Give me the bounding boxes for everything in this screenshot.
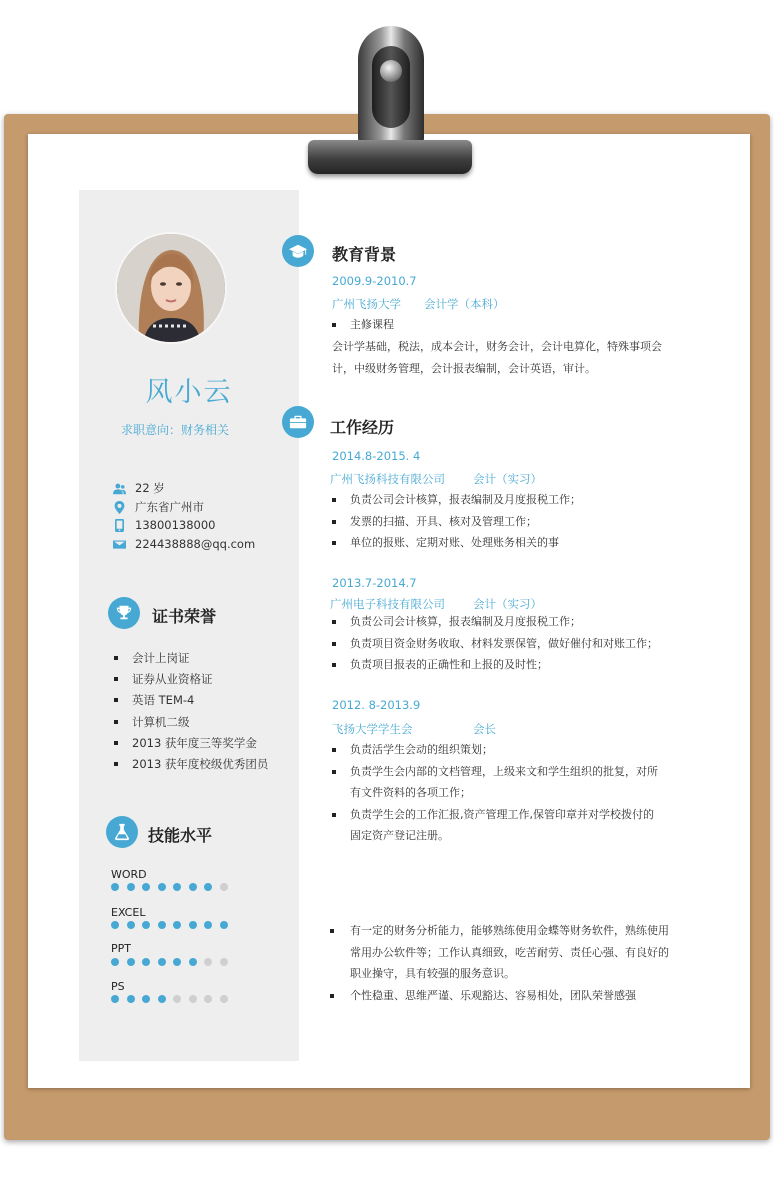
job-3-duties bbox=[332, 739, 658, 847]
list-item: 发票的扫描、开具、核对及管理工作； bbox=[332, 511, 581, 533]
skill-dot-filled bbox=[142, 958, 150, 966]
skill-dot-filled bbox=[111, 883, 119, 891]
skill-dot-filled bbox=[173, 958, 181, 966]
skill-dots-ps bbox=[111, 995, 235, 1003]
job-1-org-row bbox=[330, 471, 542, 487]
skill-dot-filled bbox=[158, 883, 166, 891]
job-2-role: 会计（实习） bbox=[473, 597, 542, 611]
list-item: 负责活学生会动的组织策划； bbox=[332, 739, 658, 761]
education-courses: 会计学基础，税法，成本会计，财务会计，会计电算化，特殊事项会 计，中级财务管理，会计报表编制，会计英语，审计。 bbox=[332, 340, 662, 375]
list-item: 负责学生会内部的文档管理，上级来文和学生组织的批复，对所 有文件资料的各项工作； bbox=[332, 761, 658, 804]
skill-dot-filled bbox=[189, 958, 197, 966]
skill-dot-filled bbox=[173, 921, 181, 929]
info-phone bbox=[112, 516, 215, 534]
skill-dot-filled bbox=[142, 921, 150, 929]
skill-dots-excel bbox=[111, 921, 235, 929]
mail-icon bbox=[112, 537, 126, 551]
skill-dot-filled bbox=[158, 958, 166, 966]
location-pin-icon bbox=[112, 500, 126, 514]
email-text: 224438888@qq.com bbox=[135, 537, 256, 551]
job-1-date: 2014.8-2015. 4 bbox=[332, 449, 421, 463]
skill-dot-filled bbox=[127, 921, 135, 929]
list-item: 负责项目资金财务收取、材料发票保管，做好催付和对账工作； bbox=[332, 633, 658, 655]
skill-label-word: WORD bbox=[111, 868, 147, 881]
skill-dot-filled bbox=[158, 921, 166, 929]
work-title: 工作经历 bbox=[330, 418, 395, 437]
certificates-list bbox=[114, 647, 268, 775]
education-school: 广州飞扬大学 bbox=[332, 297, 401, 311]
location-text: 广东省广州市 bbox=[135, 500, 204, 514]
self-evaluation bbox=[330, 920, 669, 1006]
skill-dot-filled bbox=[127, 883, 135, 891]
list-item: 负责公司会计核算，报表编制及月度报税工作； bbox=[332, 611, 658, 633]
skill-label-ps: PS bbox=[111, 980, 125, 993]
job-2-company: 广州电子科技有限公司 bbox=[330, 597, 445, 611]
skill-dot-empty bbox=[204, 995, 212, 1003]
list-item: 2013 获年度三等奖学金 bbox=[114, 732, 268, 753]
list-item: 单位的报账、定期对账、处理账务相关的事 bbox=[332, 532, 581, 554]
education-date: 2009.9-2010.7 bbox=[332, 274, 417, 288]
skill-dot-filled bbox=[127, 995, 135, 1003]
user-icon bbox=[112, 481, 126, 495]
skill-dot-filled bbox=[142, 883, 150, 891]
avatar bbox=[115, 232, 227, 344]
skill-dot-empty bbox=[189, 995, 197, 1003]
job-2-org-row bbox=[330, 596, 542, 612]
job-3-company: 飞扬大学学生会 bbox=[332, 722, 413, 736]
skill-dot-empty bbox=[220, 958, 228, 966]
trophy-icon bbox=[108, 597, 140, 629]
job-3-role: 会长 bbox=[473, 722, 496, 736]
age-text: 22 岁 bbox=[135, 481, 165, 495]
certificates-title: 证书荣誉 bbox=[152, 607, 217, 626]
skill-dot-filled bbox=[111, 921, 119, 929]
info-email bbox=[112, 535, 255, 553]
skill-dot-filled bbox=[220, 921, 228, 929]
skill-dot-filled bbox=[204, 883, 212, 891]
list-item: 英语 TEM-4 bbox=[114, 690, 268, 711]
avatar-portrait bbox=[117, 234, 225, 342]
education-school-row bbox=[332, 296, 505, 312]
skill-dot-filled bbox=[173, 883, 181, 891]
list-item: 有一定的财务分析能力，能够熟练使用金蝶等财务软件，熟练使用 常用办公软件等；工作认真细致，吃苦耐劳、责任心强、有良好的 职业操守，具有较强的服务意识。 bbox=[330, 920, 669, 985]
job-3-org-row bbox=[332, 721, 496, 737]
list-item: 会计上岗证 bbox=[114, 647, 268, 668]
skill-dot-filled bbox=[158, 995, 166, 1003]
skill-dot-empty bbox=[220, 995, 228, 1003]
skill-dot-filled bbox=[111, 958, 119, 966]
skill-label-excel: EXCEL bbox=[111, 906, 146, 919]
briefcase-icon bbox=[282, 406, 314, 438]
job-2-duties bbox=[332, 611, 658, 676]
info-location bbox=[112, 498, 204, 516]
list-item: 负责项目报表的正确性和上报的及时性； bbox=[332, 654, 658, 676]
binder-clip-base bbox=[308, 140, 472, 174]
binder-clip-ring-inner bbox=[372, 46, 410, 128]
candidate-name: 风小云 bbox=[145, 377, 233, 408]
list-item: 负责公司会计核算，报表编制及月度报税工作； bbox=[332, 489, 581, 511]
skill-dots-word bbox=[111, 883, 235, 891]
info-age bbox=[112, 479, 165, 497]
list-item: 主修课程 bbox=[332, 314, 394, 336]
phone-text: 13800138000 bbox=[135, 518, 216, 532]
list-item: 证券从业资格证 bbox=[114, 668, 268, 689]
list-item: 计算机二级 bbox=[114, 711, 268, 732]
list-item: 负责学生会的工作汇报,资产管理工作,保管印章并对学校拨付的 固定资产登记注册。 bbox=[332, 804, 658, 847]
job-2-date: 2013.7-2014.7 bbox=[332, 576, 417, 590]
skills-title: 技能水平 bbox=[148, 826, 213, 845]
skill-dot-filled bbox=[204, 921, 212, 929]
skill-label-ppt: PPT bbox=[111, 942, 131, 955]
education-title: 教育背景 bbox=[332, 245, 397, 264]
list-item: 2013 获年度校级优秀团员 bbox=[114, 753, 268, 774]
binder-clip-knob bbox=[380, 60, 402, 82]
flask-icon bbox=[106, 816, 138, 848]
phone-icon bbox=[112, 518, 126, 532]
education-course-label-row bbox=[332, 314, 394, 336]
skill-dot-filled bbox=[189, 921, 197, 929]
job-1-company: 广州飞扬科技有限公司 bbox=[330, 472, 445, 486]
job-1-duties bbox=[332, 489, 581, 554]
graduation-cap-icon bbox=[282, 235, 314, 267]
list-item: 个性稳重、思维严谨、乐观豁达、容易相处，团队荣誉感强 bbox=[330, 985, 669, 1007]
skill-dot-empty bbox=[173, 995, 181, 1003]
job-1-role: 会计（实习） bbox=[473, 472, 542, 486]
skill-dot-filled bbox=[142, 995, 150, 1003]
skill-dot-filled bbox=[189, 883, 197, 891]
skill-dot-filled bbox=[111, 995, 119, 1003]
skill-dot-empty bbox=[204, 958, 212, 966]
job-intent: 求职意向：财务相关 bbox=[120, 423, 229, 437]
job-3-date: 2012. 8-2013.9 bbox=[332, 698, 421, 712]
education-major: 会计学（本科） bbox=[424, 297, 505, 311]
skill-dot-empty bbox=[220, 883, 228, 891]
skill-dot-filled bbox=[127, 958, 135, 966]
skill-dots-ppt bbox=[111, 958, 235, 966]
